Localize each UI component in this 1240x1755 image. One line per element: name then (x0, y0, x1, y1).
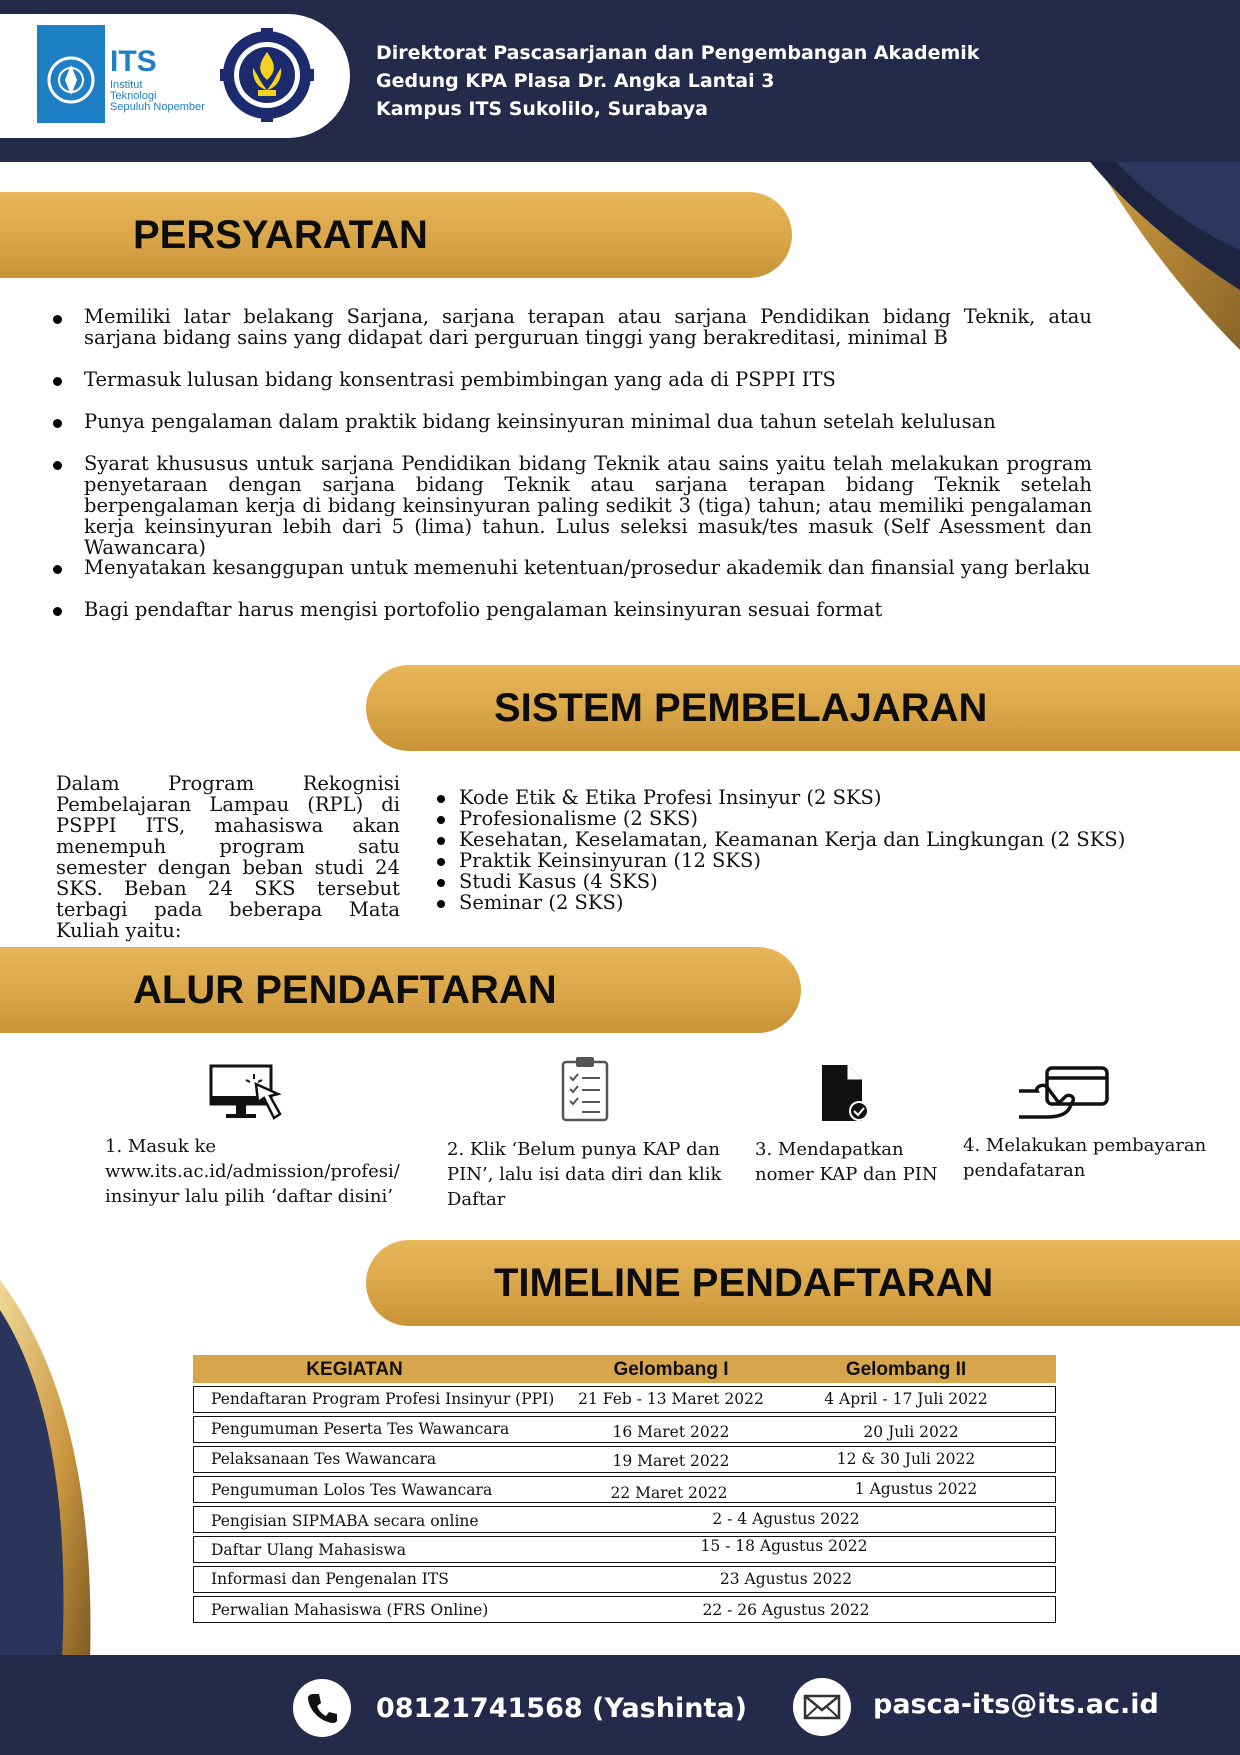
its-gear-emblem-icon (220, 28, 314, 122)
email-icon-badge (793, 1678, 851, 1736)
bullet-icon (437, 900, 445, 908)
step-2-line-3: Daftar (447, 1189, 506, 1210)
cell-gelombang-2: 20 Juli 2022 (863, 1423, 959, 1441)
step-4-line-1: 4. Melakukan pembayaran (963, 1135, 1207, 1156)
step-3-line-2: nomer KAP dan PIN (755, 1164, 938, 1185)
requirement-item: Memiliki latar belakang Sarjana, sarjana terapan atau sarjana Pendidikan bidang Teknik, atau sarjana bidang sains yang didapat dari perguruan tinggi yang berakreditasi, minimal B (84, 305, 1092, 349)
bullet-icon (437, 795, 445, 803)
decor-swoosh-bottom-left (0, 1280, 120, 1660)
cell-kegiatan: Pengumuman Peserta Tes Wawancara (211, 1420, 510, 1438)
requirement-item: Termasuk lulusan bidang konsentrasi pembimbingan yang ada di PSPPI ITS (84, 368, 836, 391)
contact-email[interactable]: pasca-its@its.ac.id (873, 1689, 1159, 1720)
course-item: Kode Etik & Etika Profesi Insinyur (2 SKS) (459, 786, 882, 809)
phone-icon-badge (293, 1679, 351, 1737)
step-3 (755, 1137, 955, 1187)
its-logo-text: ITS (110, 45, 157, 78)
cell-both-gelombang: 22 - 26 Agustus 2022 (702, 1601, 870, 1619)
cell-both-gelombang: 15 - 18 Agustus 2022 (700, 1537, 868, 1555)
bullet-icon (437, 837, 445, 845)
step-2-line-2: PIN’, lalu isi data diri dan klik (447, 1164, 722, 1185)
step-1-line-3: insinyur lalu pilih ‘daftar disini’ (105, 1186, 393, 1207)
sistem-title: SISTEM PEMBELAJARAN (494, 686, 988, 730)
requirement-item: Menyatakan kesanggupan untuk memenuhi ketentuan/prosedur akademik dan finansial yang berlaku (84, 556, 1091, 579)
its-emblem-icon (37, 25, 105, 123)
clipboard-checklist-icon (560, 1055, 610, 1123)
document-check-icon (820, 1063, 870, 1123)
bullet-icon (53, 607, 62, 616)
step-1-link[interactable]: www.its.ac.id/admission/profesi/ (105, 1161, 400, 1182)
cell-kegiatan: Pengumuman Lolos Tes Wawancara (211, 1481, 493, 1499)
bullet-icon (437, 858, 445, 866)
course-item: Studi Kasus (4 SKS) (459, 870, 658, 893)
computer-touch-icon (208, 1062, 286, 1124)
cell-gelombang-1: 19 Maret 2022 (612, 1452, 730, 1470)
persyaratan-title: PERSYARATAN (133, 213, 428, 257)
cell-gelombang-2: 12 & 30 Juli 2022 (836, 1450, 976, 1468)
step-4-line-2: pendafataran (963, 1160, 1086, 1181)
cell-both-gelombang: 23 Agustus 2022 (719, 1570, 853, 1588)
course-item: Praktik Keinsinyuran (12 SKS) (459, 849, 761, 872)
bullet-icon (53, 315, 62, 324)
bullet-icon (53, 419, 62, 428)
its-logo-sub3: Sepuluh Nopember (110, 101, 205, 113)
course-item: Kesehatan, Keselamatan, Keamanan Kerja dan Lingkungan (2 SKS) (459, 828, 1126, 851)
bullet-icon (53, 461, 62, 470)
step-2-line-1: 2. Klik ‘Belum punya KAP dan (447, 1139, 720, 1160)
envelope-icon (793, 1678, 851, 1736)
cell-gelombang-1: 21 Feb - 13 Maret 2022 (578, 1390, 764, 1408)
course-item: Seminar (2 SKS) (459, 891, 624, 914)
header-line-2: Gedung KPA Plasa Dr. Angka Lantai 3 (376, 70, 775, 92)
header-line-1: Direktorat Pascasarjanan dan Pengembangan Akademik (376, 42, 980, 64)
requirement-item: Syarat khususus untuk sarjana Pendidikan bidang Teknik atau sains yaitu telah melakukan program penyetaraan dengan sarjana bidang Teknik atau sarjana terapan bidang Teknik setelah berpengalaman kerja di bidang keinsinyuran paling sedikit 3 (tiga) tahun; atau memiliki pengalaman kerja keinsinyuran lebih dari 5 (lima) tahun. Lulus seleksi masuk/tes masuk (Self Asessment dan Wawancara) (84, 452, 1092, 559)
bullet-icon (437, 816, 445, 824)
payment-card-hand-icon (1017, 1065, 1111, 1123)
contact-phone[interactable]: 08121741568 (Yashinta) (376, 1693, 747, 1724)
cell-kegiatan: Daftar Ulang Mahasiswa (211, 1541, 407, 1559)
cell-kegiatan: Pelaksanaan Tes Wawancara (211, 1450, 437, 1468)
step-1 (105, 1134, 425, 1209)
requirement-item: Bagi pendaftar harus mengisi portofolio pengalaman keinsinyuran sesuai format (84, 598, 883, 621)
requirement-item: Punya pengalaman dalam praktik bidang keinsinyuran minimal dua tahun setelah kelulusan (84, 410, 996, 433)
cell-both-gelombang: 2 - 4 Agustus 2022 (712, 1510, 860, 1528)
column-header-kegiatan: KEGIATAN (306, 1359, 403, 1380)
cell-kegiatan: Pendaftaran Program Profesi Insinyur (PPI) (211, 1390, 555, 1408)
course-item: Profesionalisme (2 SKS) (459, 807, 698, 830)
timeline-title: TIMELINE PENDAFTARAN (494, 1261, 994, 1305)
step-4 (963, 1133, 1223, 1183)
alur-title: ALUR PENDAFTARAN (133, 968, 557, 1012)
step-1-line-1: 1. Masuk ke (105, 1136, 217, 1157)
cell-kegiatan: Perwalian Mahasiswa (FRS Online) (211, 1601, 489, 1619)
cell-gelombang-2: 4 April - 17 Juli 2022 (824, 1390, 988, 1408)
column-header-gelombang-1: Gelombang I (613, 1359, 729, 1380)
rpl-description: Dalam Program Rekognisi Pembelajaran Lampau (RPL) di PSPPI ITS, mahasiswa akan menempuh program satu semester dengan beban studi 24 SKS. Beban 24 SKS tersebut terbagi pada beberapa Mata Kuliah yaitu: (56, 772, 400, 942)
cell-gelombang-1: 16 Maret 2022 (612, 1423, 730, 1441)
step-2 (447, 1137, 737, 1212)
header-line-3: Kampus ITS Sukolilo, Surabaya (376, 98, 708, 120)
cell-gelombang-1: 22 Maret 2022 (610, 1484, 728, 1502)
its-logo-sub1: Institut (110, 79, 143, 91)
bullet-icon (53, 377, 62, 386)
cell-kegiatan: Pengisian SIPMABA secara online (211, 1512, 479, 1530)
cell-kegiatan: Informasi dan Pengenalan ITS (211, 1570, 449, 1588)
cell-gelombang-2: 1 Agustus 2022 (854, 1480, 978, 1498)
its-logo-sub2: Teknologi (110, 90, 157, 102)
step-3-line-1: 3. Mendapatkan (755, 1139, 904, 1160)
its-logo (37, 25, 212, 123)
column-header-gelombang-2: Gelombang II (845, 1359, 967, 1380)
phone-icon (293, 1679, 351, 1737)
bullet-icon (53, 565, 62, 574)
bullet-icon (437, 879, 445, 887)
